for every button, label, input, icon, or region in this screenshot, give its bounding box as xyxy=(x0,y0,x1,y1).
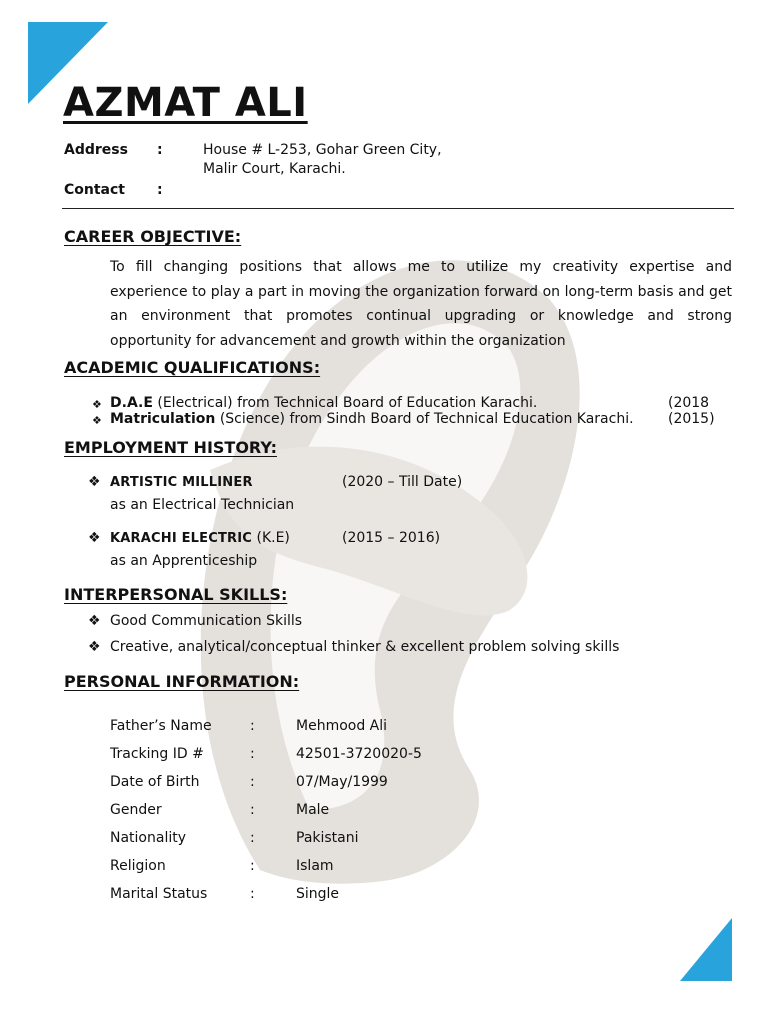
qualification-title: Matriculation xyxy=(110,411,216,427)
interpersonal-skills-heading: INTERPERSONAL SKILLS: xyxy=(64,585,288,604)
skill-text: Creative, analytical/conceptual thinker & excellent problem solving skills xyxy=(110,639,620,655)
employment-duration: (2015 – 2016) xyxy=(342,530,441,546)
company-name: ARTISTIC MILLINER xyxy=(110,475,253,490)
qualification-year: (2018 xyxy=(668,395,710,411)
info-label: Nationality xyxy=(110,830,187,846)
candidate-name: AZMAT ALI xyxy=(63,80,308,126)
diamond-bullet-icon: ❖ xyxy=(88,474,101,490)
qualification-text xyxy=(110,411,634,428)
address-colon: : xyxy=(157,142,163,158)
info-colon: : xyxy=(250,830,255,846)
info-colon: : xyxy=(250,802,255,818)
header-divider xyxy=(62,208,734,209)
address-line-1: House # L-253, Gohar Green City, xyxy=(203,142,442,158)
qualification-detail: (Science) from Sindh Board of Technical Education Karachi. xyxy=(215,411,634,427)
diamond-bullet-icon: ❖ xyxy=(88,613,101,629)
info-colon: : xyxy=(250,886,255,902)
skill-item xyxy=(88,637,619,657)
info-value: 42501-3720020-5 xyxy=(296,746,422,762)
employment-role: as an Electrical Technician xyxy=(110,497,295,513)
bottom-right-corner-triangle xyxy=(680,918,732,981)
employer-name xyxy=(110,528,290,549)
info-value: Pakistani xyxy=(296,830,359,846)
info-value: Mehmood Ali xyxy=(296,718,388,734)
diamond-bullet-icon: ❖ xyxy=(88,639,101,655)
diamond-bullet-icon: ❖ xyxy=(92,398,102,411)
info-value: Islam xyxy=(296,858,334,874)
personal-information-heading: PERSONAL INFORMATION: xyxy=(64,672,300,691)
company-suffix: (K.E) xyxy=(252,530,290,546)
info-label: Father’s Name xyxy=(110,718,212,734)
career-objective-text: To fill changing positions that allows me to utilize my creativity expertise and experience to play a part in moving the organization forward on long-term basis and get an environment that promotes continual upgrading or knowledge and strong opportunity for advancement and growth within the organization xyxy=(110,259,732,349)
address-value xyxy=(203,141,603,179)
info-value: 07/May/1999 xyxy=(296,774,388,790)
info-label: Marital Status xyxy=(110,886,208,902)
info-value: Single xyxy=(296,886,340,902)
employment-history-heading: EMPLOYMENT HISTORY: xyxy=(64,438,277,457)
employment-role: as an Apprenticeship xyxy=(110,553,258,569)
info-label: Tracking ID # xyxy=(110,746,204,762)
address-label: Address xyxy=(64,142,128,158)
employment-duration: (2020 – Till Date) xyxy=(342,474,463,490)
info-label: Religion xyxy=(110,858,166,874)
info-colon: : xyxy=(250,718,255,734)
diamond-bullet-icon: ❖ xyxy=(92,414,102,427)
company-name: KARACHI ELECTRIC xyxy=(110,531,253,546)
academic-qualifications-heading: ACADEMIC QUALIFICATIONS: xyxy=(64,358,321,377)
diamond-bullet-icon: ❖ xyxy=(88,530,101,546)
info-label: Date of Birth xyxy=(110,774,200,790)
skill-item xyxy=(88,611,302,631)
skill-text: Good Communication Skills xyxy=(110,613,303,629)
info-colon: : xyxy=(250,858,255,874)
info-colon: : xyxy=(250,746,255,762)
info-label: Gender xyxy=(110,802,162,818)
qualification-year: (2015) xyxy=(668,411,715,427)
contact-colon: : xyxy=(157,182,163,198)
qualification-detail: (Electrical) from Technical Board of Education Karachi. xyxy=(152,395,538,411)
qualification-text xyxy=(110,395,537,412)
career-objective-heading: CAREER OBJECTIVE: xyxy=(64,227,242,246)
info-colon: : xyxy=(250,774,255,790)
qualification-title: D.A.E xyxy=(110,395,153,411)
address-line-2: Malir Court, Karachi. xyxy=(203,161,346,177)
employer-name xyxy=(110,472,253,493)
contact-label: Contact xyxy=(64,182,125,198)
info-value: Male xyxy=(296,802,330,818)
